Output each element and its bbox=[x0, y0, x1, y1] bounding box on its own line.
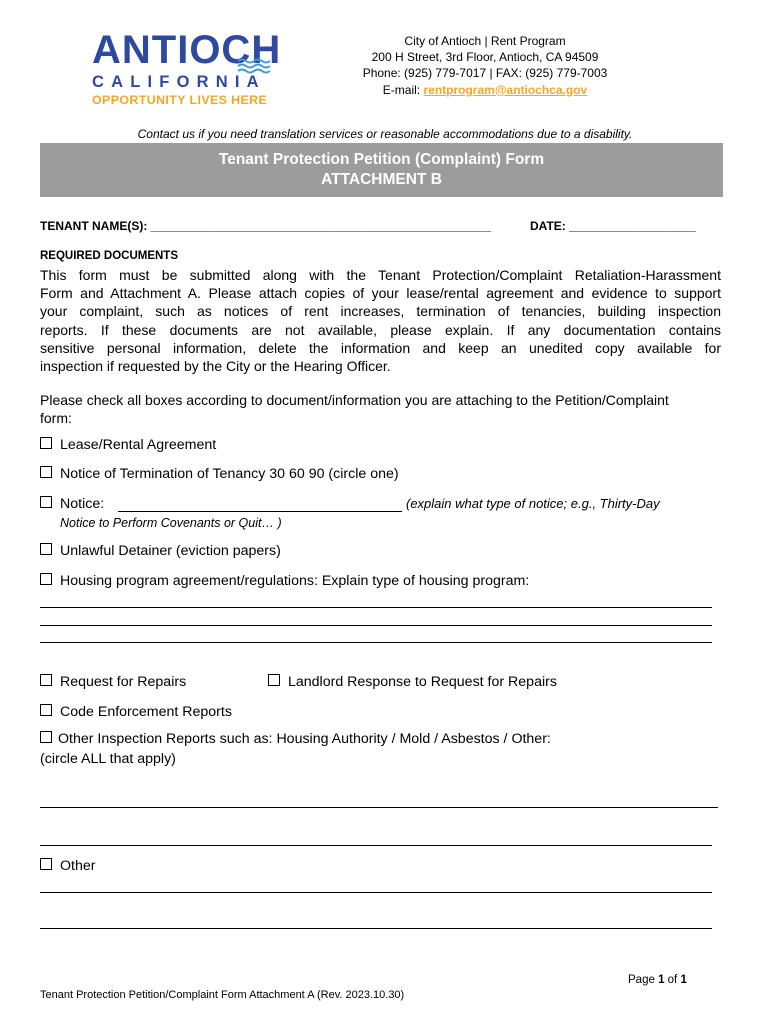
housing-answer-line[interactable] bbox=[40, 625, 712, 626]
check-other-label: Other bbox=[60, 858, 96, 874]
checkbox[interactable] bbox=[40, 466, 52, 478]
required-line: inspection if requested by the City or the Hearing Officer. bbox=[40, 358, 391, 375]
contact-block bbox=[300, 33, 670, 98]
check-notice[interactable] bbox=[40, 495, 104, 513]
checkbox[interactable] bbox=[40, 858, 52, 870]
check-repairs-label: Request for Repairs bbox=[60, 674, 187, 690]
required-paragraph bbox=[40, 266, 721, 375]
required-line: your complaint, such as notices of rent increases, termination of tenancies, building inspection bbox=[40, 303, 721, 320]
contact-line-3: Phone: (925) 779-7017 | FAX: (925) 779-7003 bbox=[362, 66, 608, 81]
housing-answer-line[interactable] bbox=[40, 642, 712, 643]
contact-line-1: City of Antioch | Rent Program bbox=[404, 34, 566, 48]
checkbox[interactable] bbox=[40, 496, 52, 508]
required-documents-heading: REQUIRED DOCUMENTS bbox=[40, 250, 179, 262]
check-housing-program[interactable] bbox=[40, 572, 529, 590]
translation-note: Contact us if you need translation services or reasonable accommodations due to a disability. bbox=[137, 127, 633, 141]
check-notice-label: Notice: bbox=[60, 496, 105, 512]
page-total: 1 bbox=[680, 974, 687, 986]
logo-state: CALIFORNIA bbox=[92, 73, 266, 91]
checkbox[interactable] bbox=[40, 704, 52, 716]
required-line: sensitive personal information, delete the information and keep an unedited copy available for bbox=[40, 339, 721, 356]
check-request-repairs[interactable] bbox=[40, 673, 186, 691]
checkbox[interactable] bbox=[40, 731, 52, 743]
inspection-answer-line[interactable] bbox=[40, 845, 712, 846]
instruction-line: Please check all boxes according to document/information you are attaching to the Petition/Complaint bbox=[40, 392, 669, 408]
check-inspection-label: Other Inspection Reports such as: Housing Authority / Mold / Asbestos / Other: bbox=[58, 731, 551, 747]
required-line: Form and Attachment A. Please attach copies of your lease/rental agreement and evidence to support bbox=[40, 285, 721, 302]
check-lease[interactable] bbox=[40, 436, 216, 454]
email-link[interactable]: rentprogram@antiochca.gov bbox=[423, 82, 588, 97]
title-bar bbox=[40, 143, 723, 197]
check-termination[interactable] bbox=[40, 465, 399, 483]
check-other[interactable] bbox=[40, 857, 95, 875]
housing-answer-line[interactable] bbox=[40, 607, 712, 608]
check-unlawful-detainer[interactable] bbox=[40, 542, 281, 560]
tenant-names-field[interactable]: TENANT NAME(S): ___________________________________________________ bbox=[40, 219, 492, 233]
notice-hint-2: Notice to Perform Covenants or Quit… ) bbox=[60, 516, 282, 530]
form-subtitle: ATTACHMENT B bbox=[321, 171, 442, 188]
required-line: This form must be submitted along with the Tenant Protection/Complaint Retaliation-Harassment bbox=[40, 267, 721, 283]
form-title: Tenant Protection Petition (Complaint) Form bbox=[218, 151, 545, 168]
instruction-line: form: bbox=[40, 410, 72, 427]
contact-line-2: 200 H Street, 3rd Floor, Antioch, CA 94509 bbox=[371, 50, 599, 65]
date-field[interactable]: DATE: ___________________ bbox=[530, 219, 696, 233]
check-other-inspection[interactable] bbox=[40, 730, 551, 748]
check-code-enforcement[interactable] bbox=[40, 703, 232, 721]
page-current: 1 bbox=[658, 974, 665, 986]
checkbox[interactable] bbox=[40, 543, 52, 555]
contact-email-row bbox=[300, 82, 670, 98]
check-landlord-label: Landlord Response to Request for Repairs bbox=[288, 674, 557, 690]
of-word: of bbox=[664, 974, 681, 986]
logo-tagline: OPPORTUNITY LIVES HERE bbox=[92, 93, 268, 107]
check-unlawful-label: Unlawful Detainer (eviction papers) bbox=[60, 543, 281, 559]
email-label: E-mail: bbox=[382, 82, 424, 97]
check-instruction bbox=[40, 391, 730, 427]
check-landlord-response[interactable] bbox=[268, 673, 557, 691]
checkbox[interactable] bbox=[268, 674, 280, 686]
other-answer-line[interactable] bbox=[40, 892, 712, 893]
checkbox[interactable] bbox=[40, 573, 52, 585]
check-code-label: Code Enforcement Reports bbox=[60, 704, 232, 720]
checkbox[interactable] bbox=[40, 674, 52, 686]
other-answer-line[interactable] bbox=[40, 928, 712, 929]
footer-revision: Tenant Protection Petition/Complaint Form Attachment A (Rev. 2023.10.30) bbox=[40, 989, 405, 1001]
checkbox[interactable] bbox=[40, 437, 52, 449]
inspection-answer-line[interactable] bbox=[40, 807, 718, 808]
check-housing-label: Housing program agreement/regulations: Explain type of housing program: bbox=[60, 573, 530, 589]
notice-blank-line[interactable] bbox=[118, 511, 402, 512]
notice-hint: (explain what type of notice; e.g., Thirty-Day bbox=[406, 496, 660, 511]
inspection-instruction: (circle ALL that apply) bbox=[40, 751, 176, 767]
page-number bbox=[628, 974, 687, 986]
antioch-logo bbox=[90, 28, 290, 110]
required-line: reports. If these documents are not available, please explain. If any documentation contains bbox=[40, 321, 721, 338]
check-lease-label: Lease/Rental Agreement bbox=[60, 437, 217, 453]
check-termination-label: Notice of Termination of Tenancy 30 60 90 (circle one) bbox=[60, 466, 399, 482]
page-word: Page bbox=[628, 974, 659, 986]
logo-wordmark: ANTIOCH bbox=[92, 28, 282, 72]
